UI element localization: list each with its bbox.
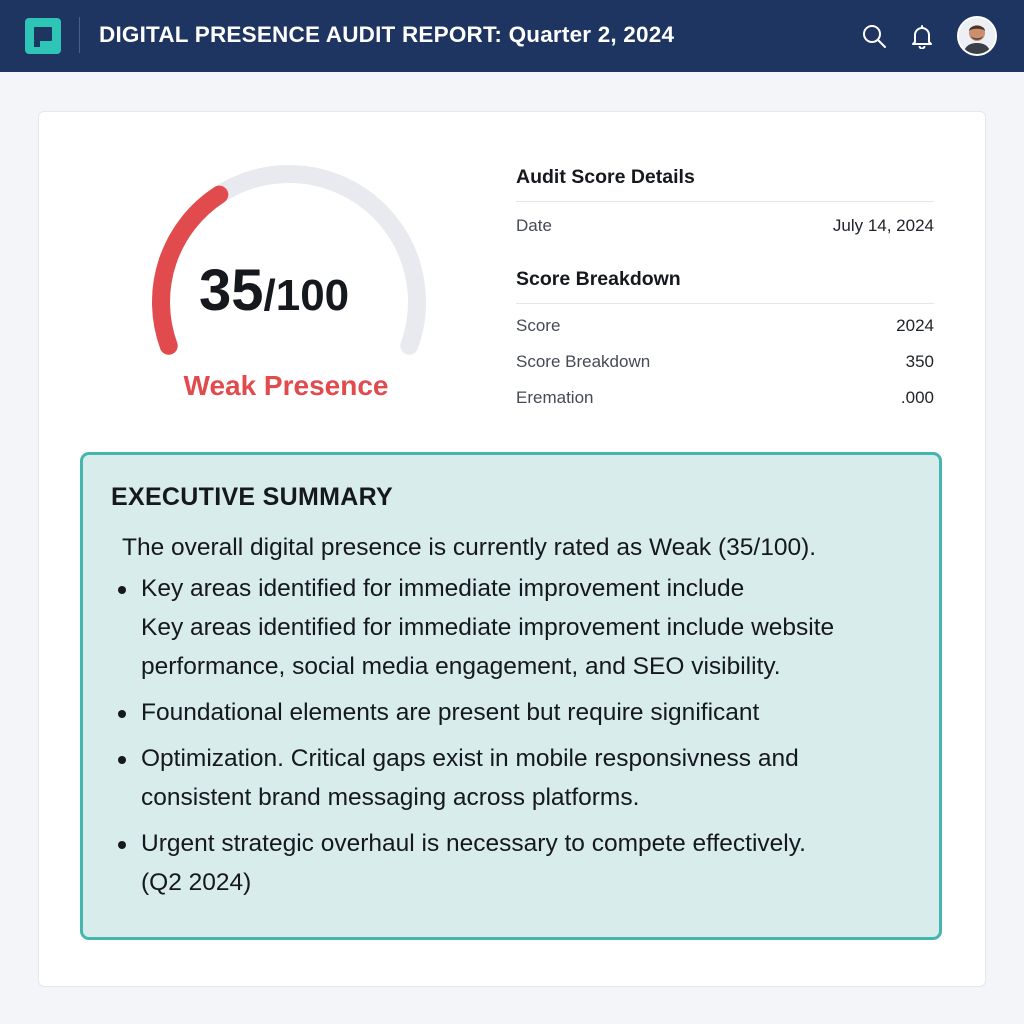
summary-bullet <box>111 824 911 902</box>
logo-icon[interactable] <box>25 18 61 54</box>
report-title: DIGITAL PRESENCE AUDIT REPORT: Quarter 2, 2024 <box>99 22 675 47</box>
breakdown-label: Score <box>516 316 561 335</box>
detail-label: Date <box>516 216 552 235</box>
bell-icon[interactable] <box>908 22 936 50</box>
breakdown-label: Score Breakdown <box>516 352 651 371</box>
summary-lead: The overall digital presence is currently rated as Weak (35/100). <box>122 534 817 561</box>
summary-bullets <box>111 569 911 902</box>
bullet-line: consistent brand messaging across platforms. <box>141 784 640 811</box>
audit-details-title: Audit Score Details <box>516 166 934 202</box>
summary-bullet <box>111 569 911 686</box>
score-number: 35 <box>199 258 264 323</box>
bullet-line: Key areas identified for immediate improvement include <box>141 575 745 602</box>
detail-row <box>516 208 934 244</box>
audit-card <box>38 111 986 987</box>
detail-value: July 14, 2024 <box>832 216 934 235</box>
search-icon[interactable] <box>860 22 888 50</box>
breakdown-value: 350 <box>905 352 934 371</box>
summary-bullet <box>111 739 911 817</box>
bullet-line: (Q2 2024) <box>141 869 252 896</box>
bullet-line: Key areas identified for immediate improvement include website <box>141 614 835 641</box>
header-divider <box>79 17 80 53</box>
breakdown-row <box>516 344 934 380</box>
breakdown-value: .000 <box>900 388 934 407</box>
bullet-line: Urgent strategic overhaul is necessary to compete effectively. <box>141 830 806 857</box>
bullet-line: Optimization. Critical gaps exist in mobile responsivness and <box>141 745 799 772</box>
summary-title: EXECUTIVE SUMMARY <box>111 483 393 511</box>
breakdown-row <box>516 308 934 344</box>
score-details-panel <box>516 166 934 416</box>
avatar[interactable] <box>957 16 997 56</box>
breakdown-label: Eremation <box>516 388 594 407</box>
score-breakdown-title: Score Breakdown <box>516 268 934 304</box>
score-value <box>199 257 349 324</box>
breakdown-row <box>516 380 934 416</box>
bullet-line: Foundational elements are present but require significant <box>141 699 760 726</box>
breakdown-value: 2024 <box>896 316 934 335</box>
bullet-line: performance, social media engagement, and SEO visibility. <box>141 653 781 680</box>
score-denominator: /100 <box>263 271 350 320</box>
executive-summary <box>80 452 942 940</box>
summary-bullet <box>111 693 911 732</box>
presence-rating: Weak Presence <box>183 370 389 401</box>
top-bar <box>0 0 1024 72</box>
